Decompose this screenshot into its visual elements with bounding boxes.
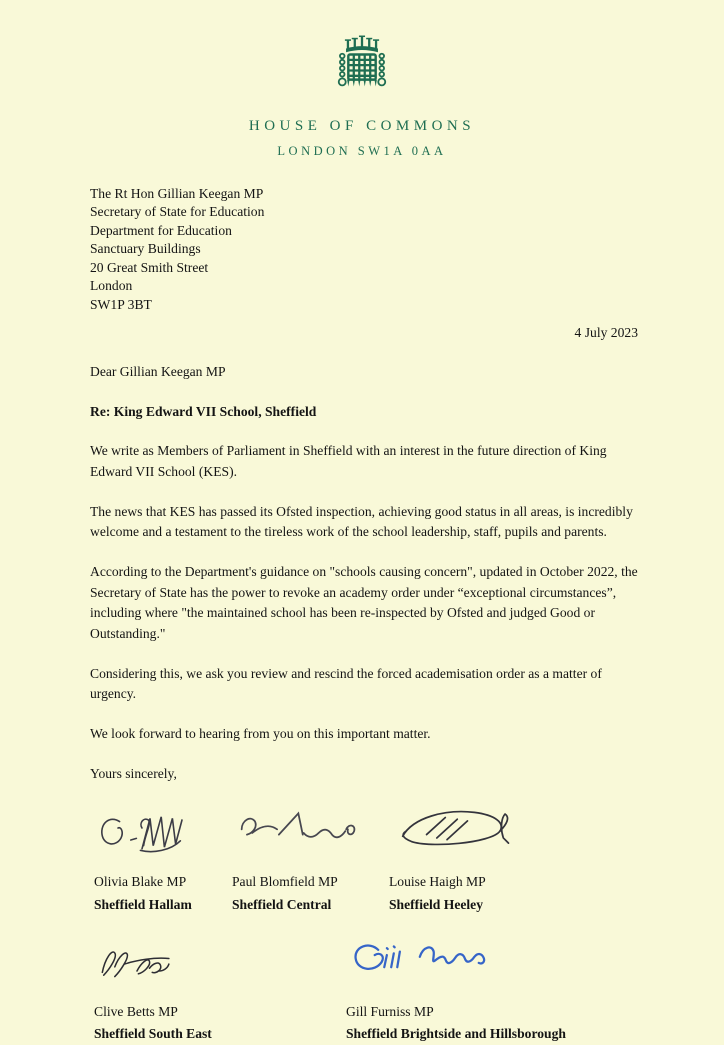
signatory-name: Louise Haigh MP: [389, 874, 486, 890]
paragraph: According to the Department's guidance on "schools causing concern", updated in October 2022, the Secretary of State has the power to revoke an academy order under “exceptional circumstances”, including where "the maintained school has been re-inspected by Ofsted and judged Good or Outstanding.": [90, 563, 638, 641]
crowned-portcullis-icon: [324, 34, 400, 110]
signatory-constituency: Sheffield Hallam: [94, 896, 192, 912]
signatory-constituency: Sheffield Central: [232, 896, 332, 912]
signatory-name: Olivia Blake MP: [94, 874, 187, 890]
signature-paul-blomfield: [232, 798, 389, 866]
logo-container: [0, 34, 724, 110]
signatory-constituency: Sheffield Brightside and Hillsborough: [346, 1026, 566, 1042]
paragraph: We look forward to hearing from you on this important matter.: [90, 725, 431, 741]
recipient-line: Sanctuary Buildings: [90, 241, 201, 257]
closing-valediction: Yours sincerely,: [90, 765, 177, 781]
signatory-paul-blomfield: [232, 798, 389, 915]
organization-name: HOUSE OF COMMONS: [248, 118, 476, 134]
signatory-constituency: Sheffield Heeley: [389, 896, 484, 912]
signatory-constituency: Sheffield South East: [94, 1026, 212, 1042]
signatory-name: Clive Betts MP: [94, 1003, 178, 1019]
signatory-olivia-blake: [94, 798, 232, 915]
recipient-line: Secretary of State for Education: [90, 204, 265, 220]
recipient-line: Department for Education: [90, 222, 232, 238]
letter-body: [0, 185, 724, 1045]
signatory-louise-haigh: [389, 798, 638, 915]
signatory-clive-betts: [94, 928, 346, 1045]
letterhead: [0, 0, 724, 159]
signature-clive-betts: [94, 928, 346, 996]
signature-gill-furniss: [346, 928, 638, 996]
recipient-address: [90, 185, 638, 314]
paragraph: The news that KES has passed its Ofsted inspection, achieving good status in all areas, is incredibly welcome and a testament to the tireless work of the school leadership, staff, pupils and parents.: [90, 503, 633, 540]
signature-olivia-blake: [94, 798, 232, 866]
signatory-gill-furniss: [346, 928, 638, 1045]
subject-line: Re: King Edward VII School, Sheffield: [90, 403, 317, 419]
signatory-name: Gill Furniss MP: [346, 1003, 434, 1019]
recipient-line: London: [90, 278, 133, 294]
salutation: Dear Gillian Keegan MP: [90, 364, 226, 380]
recipient-line: The Rt Hon Gillian Keegan MP: [90, 186, 264, 201]
paragraph: We write as Members of Parliament in Sheffield with an interest in the future direction of King Edward VII School (KES).: [90, 443, 607, 480]
recipient-line: 20 Great Smith Street: [90, 259, 209, 275]
signatory-name: Paul Blomfield MP: [232, 874, 338, 890]
recipient-line: SW1P 3BT: [90, 296, 152, 312]
organization-address: LONDON SW1A 0AA: [277, 144, 447, 158]
signature-louise-haigh: [389, 798, 638, 866]
signature-row-1: [90, 798, 638, 915]
letter-date: 4 July 2023: [574, 325, 638, 341]
paragraph: Considering this, we ask you review and rescind the forced academisation order as a matter of urgency.: [90, 665, 602, 702]
signature-row-2: [90, 928, 638, 1045]
